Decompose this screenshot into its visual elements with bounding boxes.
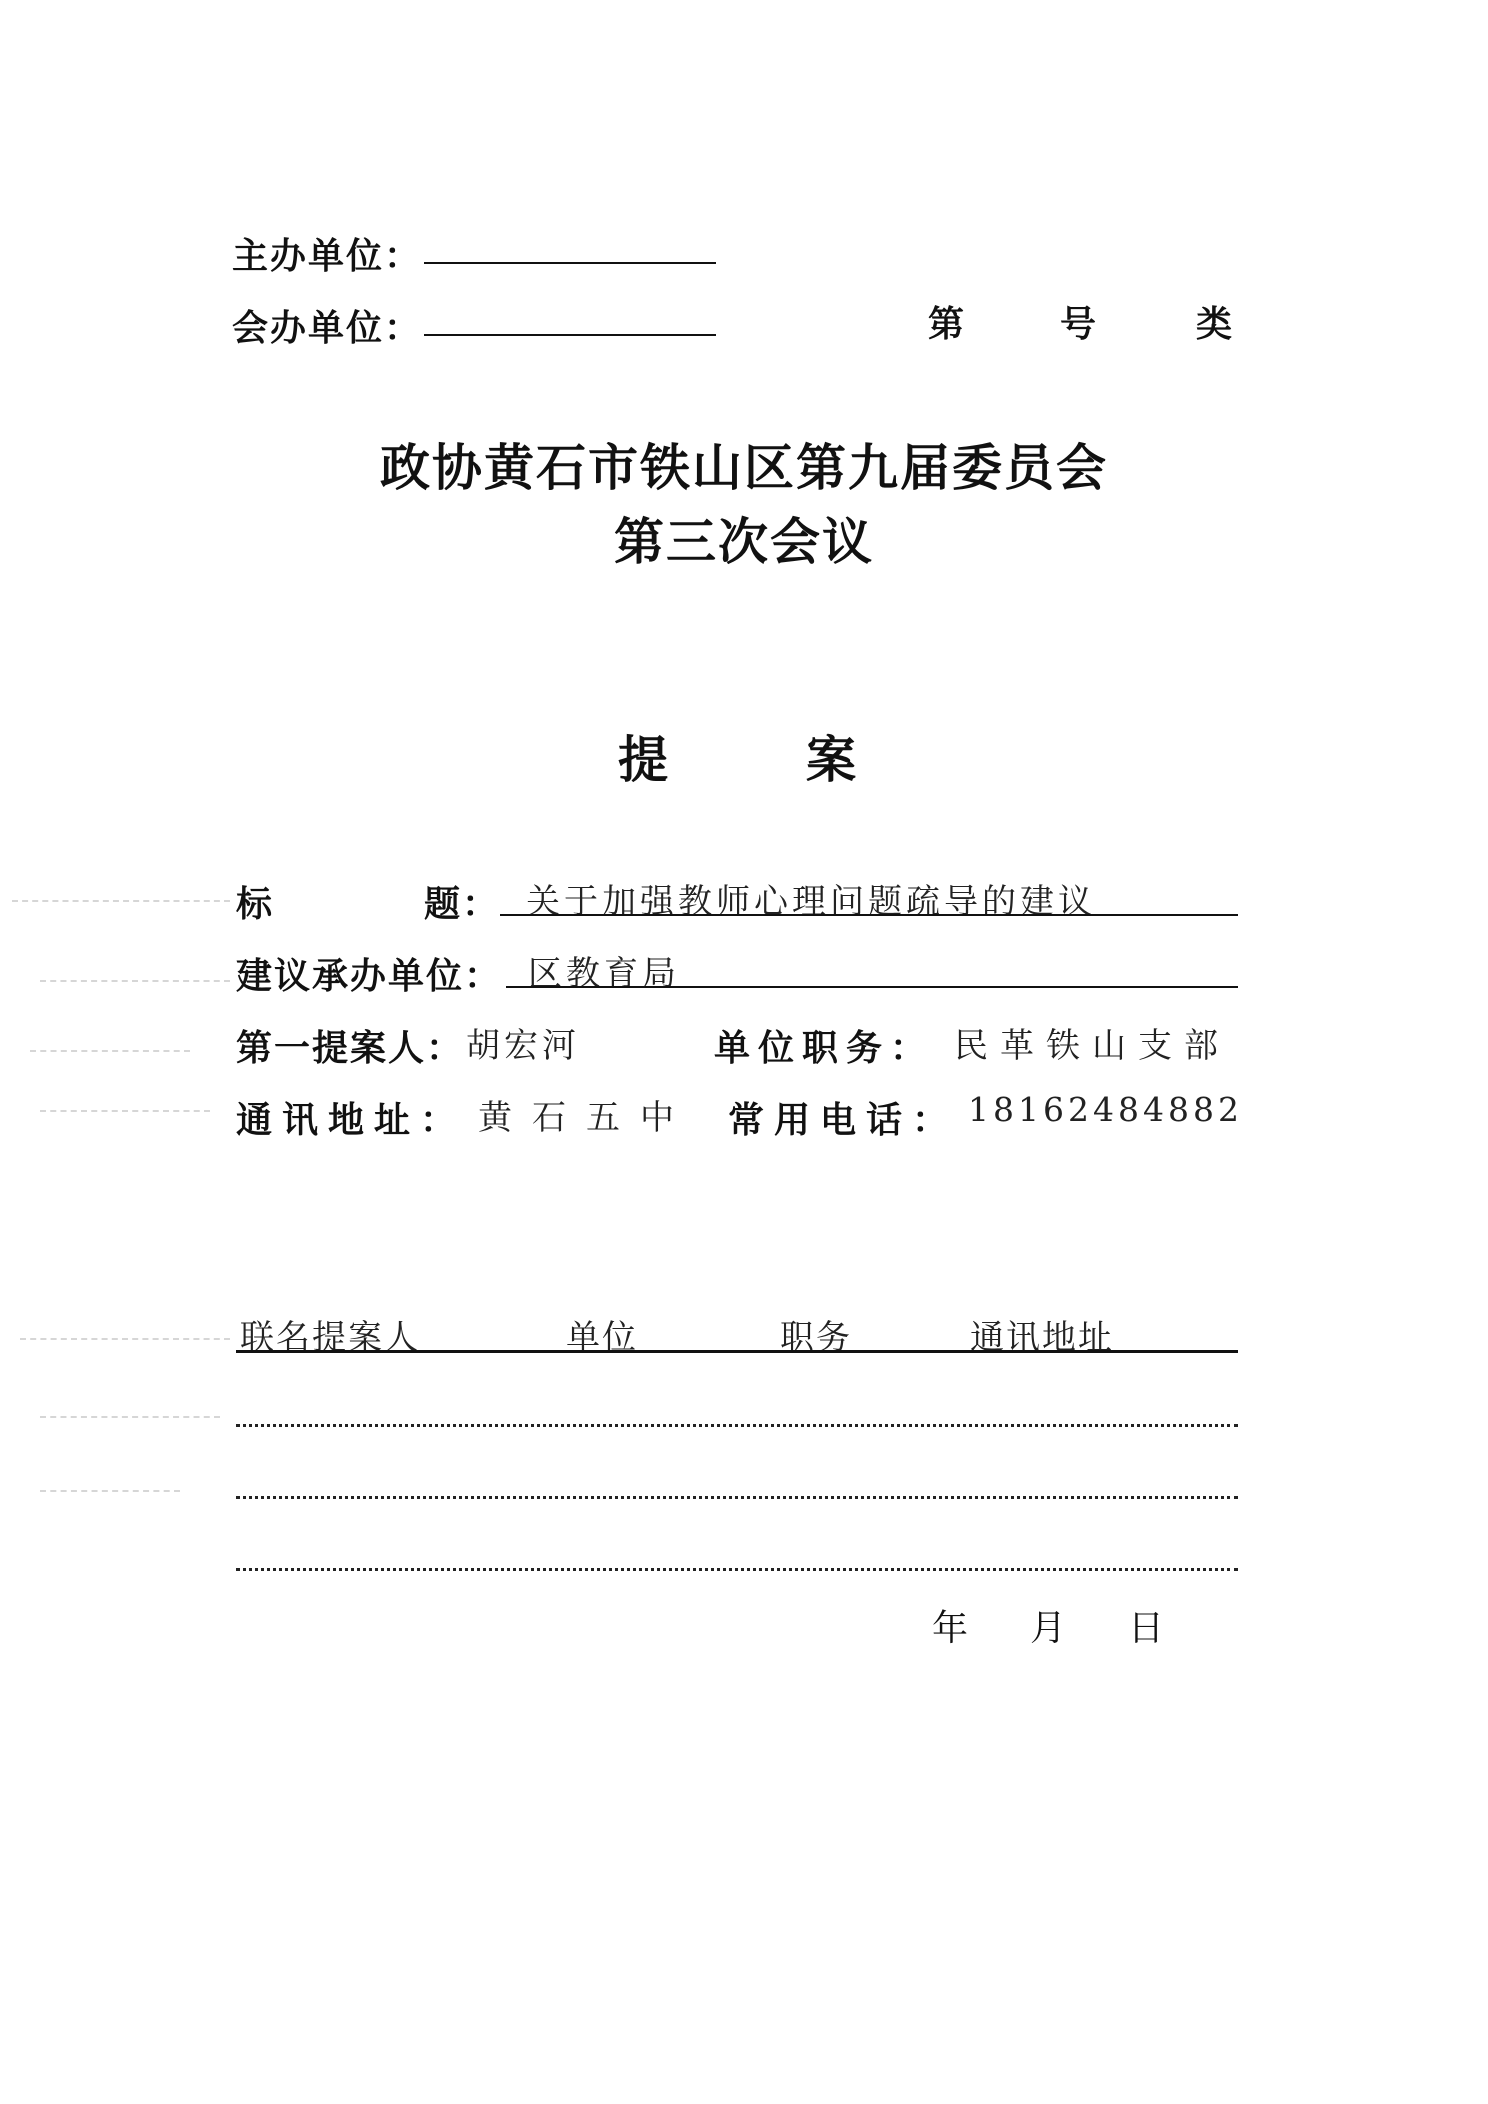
phone-label: 常用电话：	[728, 1100, 959, 1141]
subject-label: 标	[236, 884, 275, 925]
address-label: 通讯地址：	[236, 1100, 467, 1141]
conference-title-line2: 第三次会议	[614, 512, 874, 571]
position-value: 民革铁山支部	[954, 1026, 1230, 1066]
subject-label-end: 题：	[424, 884, 501, 925]
scan-artifact	[40, 1490, 180, 1497]
co-sponsor-label: 会办单位：	[232, 308, 423, 349]
position-label: 单位职务：	[714, 1028, 935, 1069]
cosigner-row-line	[236, 1496, 1238, 1499]
sponsor-label: 主办单位：	[232, 236, 423, 277]
number-di: 第	[928, 304, 967, 345]
date-year: 年	[932, 1608, 971, 1649]
co-sponsor-blank	[424, 334, 716, 336]
cosigner-header-unit: 单位	[566, 1318, 638, 1358]
scan-artifact	[12, 900, 230, 907]
doc-type-char1: 提	[618, 730, 670, 789]
address-value: 黄石五中	[478, 1098, 694, 1138]
scan-artifact	[40, 1416, 220, 1423]
cosigner-row-line	[236, 1424, 1238, 1427]
doc-type-char2: 案	[806, 730, 858, 789]
cosigner-header-underline	[236, 1350, 1238, 1353]
subject-value: 关于加强教师心理问题疏导的建议	[526, 882, 1096, 922]
subject-underline	[500, 914, 1238, 916]
first-proposer-label: 第一提案人：	[236, 1028, 465, 1069]
date-month: 月	[1030, 1608, 1069, 1649]
undertaker-label: 建议承办单位：	[236, 956, 503, 997]
scan-artifact	[40, 1110, 210, 1117]
sponsor-blank	[424, 262, 716, 264]
cosigner-header-name: 联名提案人	[240, 1318, 420, 1358]
conference-title-line1: 政协黄石市铁山区第九届委员会	[380, 438, 1108, 497]
undertaker-underline	[506, 986, 1238, 988]
number-lei: 类	[1196, 304, 1235, 345]
undertaker-value: 区教育局	[528, 954, 680, 994]
date-day: 日	[1128, 1608, 1167, 1649]
cosigner-row-line	[236, 1568, 1238, 1571]
cosigner-header-position: 职务	[780, 1318, 852, 1358]
first-proposer-value: 胡宏河	[466, 1026, 580, 1066]
scan-artifact	[40, 980, 230, 987]
scan-artifact	[20, 1338, 230, 1345]
cosigner-header-address: 通讯地址	[970, 1318, 1114, 1358]
phone-value: 18162484882	[968, 1090, 1243, 1129]
number-hao: 号	[1060, 304, 1099, 345]
scan-artifact	[30, 1050, 190, 1057]
